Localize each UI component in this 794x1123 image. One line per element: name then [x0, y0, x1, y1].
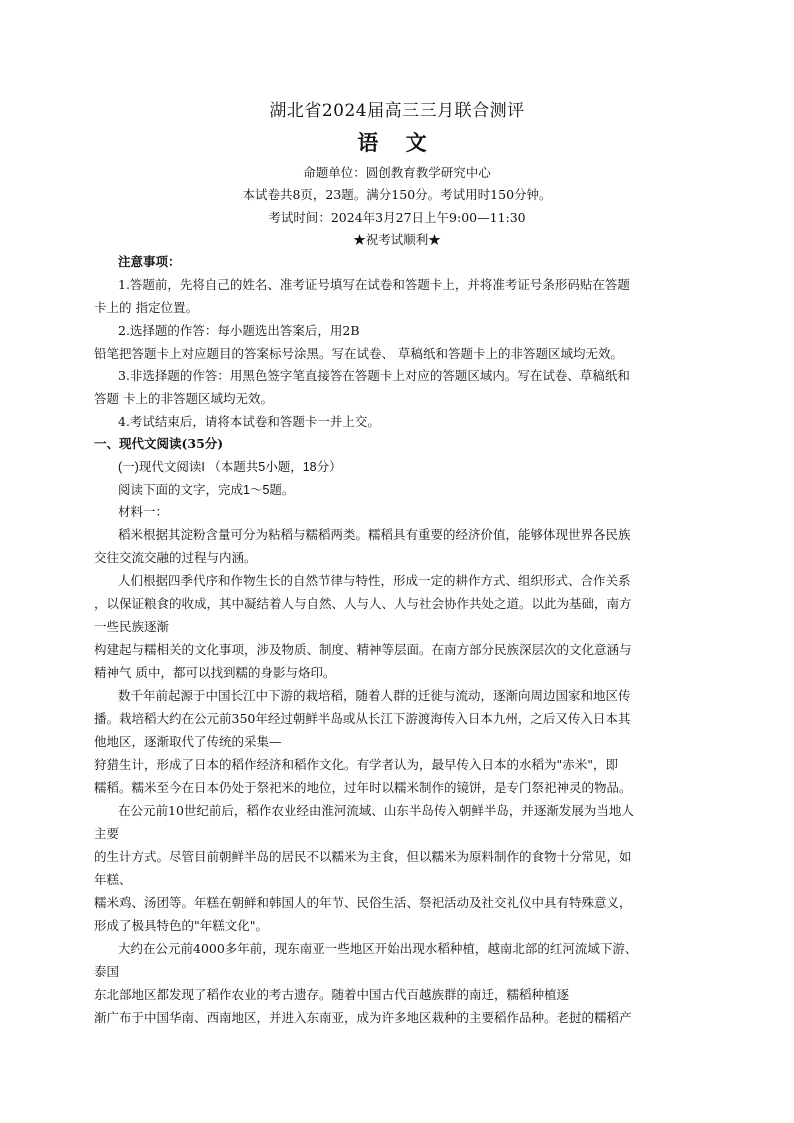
- text-line: 交往交流交融的过程与内涵。: [94, 550, 257, 565]
- text-line: 在公元前10世纪前后，稻作农业经由淮河流域、山东半岛传入朝鲜半岛，并逐渐发展为当地人: [118, 803, 634, 818]
- notice-line: 卡上的 指定位置。: [94, 300, 198, 315]
- exam-time-line: 考试时间：2024年3月27日上午9:00—11:30: [268, 210, 526, 225]
- text-line: 人们根据四季代序和作物生长的自然节律与特性，形成一定的耕作方式、组织形式、合作关系: [118, 573, 631, 588]
- notice-line: 3.非选择题的作答：用黑色签字笔直接答在答题卡上对应的答题区域内。写在试卷、草稿纸和: [118, 368, 630, 383]
- text-line: 糯米鸡、汤团等。年糕在朝鲜和韩国人的年节、民俗生活、祭祀活动及社交礼仪中具有特殊意义，: [94, 895, 632, 910]
- text-line: 泰国: [94, 964, 120, 979]
- text-line: 渐广布于中国华南、西南地区，并进入东南亚，成为许多地区栽种的主要稻作品种。老挝的糯稻产: [94, 1010, 632, 1025]
- text-line: 一些民族逐渐: [94, 619, 170, 634]
- material-label: 材料一：: [118, 505, 169, 519]
- wish-line: ★祝考试顺利★: [353, 232, 441, 247]
- text-line: 数千年前起源于中国长江中下游的栽培稻，随着人群的迁徙与流动，逐渐向周边国家和地区传: [118, 688, 631, 703]
- text-line: 他地区，逐渐取代了传统的采集—: [94, 734, 282, 749]
- text-line: 的生计方式。尽管目前朝鲜半岛的居民不以糯米为主食，但以糯米为原料制作的食物十分常见，如: [94, 849, 632, 864]
- exam-info-line: 本试卷共8页，23题。满分150分。考试用时150分钟。: [242, 187, 552, 202]
- text-line: 形成了极具特色的"年糕文化"。: [94, 918, 268, 933]
- exam-title: 湖北省2024届高三三月联合测评: [269, 101, 525, 121]
- notice-line: 4.考试结束后，请将本试卷和答题卡一并上交。: [118, 414, 380, 429]
- text-line: 大约在公元前4000多年前，现东南亚一些地区开始出现水稻种植，越南北部的红河流域下游、: [118, 941, 638, 956]
- text-line: 糯稻。糯米至今在日本仍处于祭祀米的地位，过年时以糯米制作的镜饼，是专门祭祀神灵的物品。: [94, 780, 632, 795]
- reading-instruction: 阅读下面的文字，完成1～5题。: [118, 483, 295, 497]
- text-line: ，以保证粮食的收成，其中凝结着人与自然、人与人、人与社会协作共处之道。以此为基础，南方: [94, 596, 632, 611]
- notice-heading: 注意事项：: [118, 254, 181, 269]
- notice-line: 答题 卡上的非答题区域均无效。: [94, 391, 273, 406]
- section-heading: 一、现代文阅读(35分): [94, 436, 224, 451]
- subject-title: 语 文: [357, 130, 437, 155]
- author-line: 命题单位：圆创教育教学研究中心: [303, 165, 491, 180]
- text-line: 年糕、: [94, 872, 132, 887]
- notice-line: 2.选择题的作答：每小题选出答案后，用2B: [118, 323, 360, 338]
- text-line: 构建起与糯相关的文化事项，涉及物质、制度、精神等层面。在南方部分民族深层次的文化意涵与: [94, 642, 632, 657]
- text-line: 精神气 质中，都可以找到糯的身影与烙印。: [94, 665, 336, 680]
- text-line: 东北部地区都发现了稻作农业的考古遗存。随着中国古代百越族群的南迁，糯稻种植逐: [94, 987, 570, 1002]
- notice-line: 1.答题前，先将自己的姓名、准考证号填写在试卷和答题卡上，并将准考证号条形码贴在答题: [118, 277, 630, 292]
- notice-line: 铅笔把答题卡上对应题目的答案标号涂黑。写在试卷、 草稿纸和答题卡上的非答题区域均无效。: [94, 346, 623, 361]
- text-line: 主要: [94, 826, 120, 841]
- text-line: 稻米根据其淀粉含量可分为粘稻与糯稻两类。糯稻具有重要的经济价值，能够体现世界各民族: [118, 527, 631, 542]
- text-line: 播。栽培稻大约在公元前350年经过朝鲜半岛或从长江下游渡海传入日本九州，之后又传入日本其: [94, 711, 631, 726]
- subsection-heading: (一)现代文阅读I （本题共5小题，18分）: [118, 460, 342, 474]
- text-line: 狩猎生计，形成了日本的稻作经济和稻作文化。有学者认为，最早传入日本的水稻为"赤米"，即: [94, 757, 619, 772]
